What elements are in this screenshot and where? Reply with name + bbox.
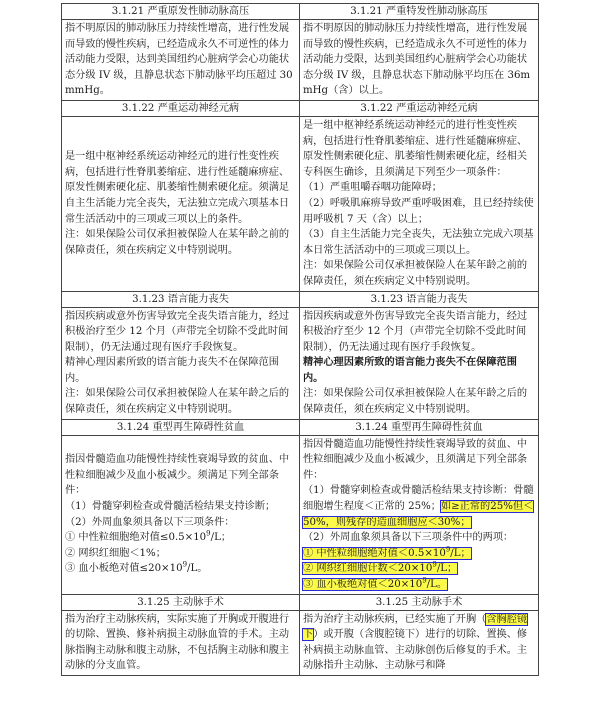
highlighted-text: ① 中性粒细胞绝对值$<0.5\times 10^9/L$； [303, 545, 471, 559]
comparison-table [61, 3, 539, 676]
sub-condition: ① 中性粒细胞绝对值$\le 0.5\times 10^9/L$； [65, 529, 232, 544]
highlighted-text: 含胸腔镜下 [303, 613, 528, 641]
highlighted-text: ③ 血小板绝对值$<20\times 10^9/L$。 [303, 576, 448, 590]
section-header-row [62, 594, 539, 610]
section-header-row [62, 100, 539, 116]
left-section-title: 3.1.25 主动脉手术 [62, 594, 300, 610]
section-body-row [62, 435, 539, 594]
section-body-row [62, 20, 539, 101]
right-definition: 指因疾病或意外伤害导致完全丧失语言能力，经过积极治疗至少 12 个月（声带完全切除不受此时间限制），仍无法通过现有医疗手段恢复。 精神心理因素所致的语言能力丧失不在保障范围内。 注：如果保险公司仅承担被保险人在某年龄之后的保障责任，须在疾病定义中特别说明。 [300, 307, 539, 419]
sub-condition [303, 561, 535, 577]
left-definition: 指为治疗主动脉疾病，实际实施了开胸或开腹进行的切除、置换、修补病损主动脉血管的手术。主动脉指胸主动脉和腹主动脉，不包括胸主动脉和腹主动脉的分支血管。 [62, 610, 300, 675]
left-section-title: 3.1.22 严重运动神经元病 [62, 100, 300, 116]
section-body-row [62, 116, 539, 291]
section-body-row [62, 307, 539, 419]
left-section-title: 3.1.23 语言能力丧失 [62, 291, 300, 307]
right-section-title: 3.1.24 重型再生障碍性贫血 [300, 419, 539, 435]
sub-condition: ② 网织红细胞＜1%； [65, 547, 166, 559]
highlighted-text: ② 网织红细胞计数$<20\times 10^9/L$； [303, 561, 458, 575]
left-definition: 指不明原因的肺动脉压力持续性增高，进行性发展而导致的慢性疾病，已经造成永久不可逆性的体力活动能力受限，达到美国纽约心脏病学会心功能状态分级 IV 级，且静息状态下肺动脉平均压超过 30mmHg。 [62, 20, 300, 101]
sub-condition [303, 577, 535, 593]
condition-item: （1）严重咀嚼吞咽功能障碍； [303, 182, 442, 194]
left-definition: 指因疾病或意外伤害导致完全丧失语言能力，经过积极治疗至少 12 个月（声带完全切除不受此时间限制），仍无法通过现有医疗手段恢复。 精神心理因素所致的语言能力丧失不在保障范围内。 注：如果保险公司仅承担被保险人在某年龄之后的保障责任，须在疾病定义中特别说明。 [62, 307, 300, 419]
condition-item: （2）外周血象须具备以下三项条件中的两项： [303, 532, 514, 544]
right-section-title: 3.1.25 主动脉手术 [300, 594, 539, 610]
right-definition: 指因骨髓造血功能慢性持续性衰竭导致的贫血、中性粒细胞减少及血小板减少，且须满足下列全部条件： （1）骨髓穿刺检查或骨髓活检结果支持诊断：骨髓细胞增生程度＜正常的 25%；如≥正常的25%但＜50%，则残存的造血细胞应＜30%； （2）外周血象须具备以下三项条件中的两项： ① 中性粒细胞绝对值$<0.5\times 10^9/L$； ② 网织红细胞计数$<20\times 10^9/L$； ③ 血小板绝对值$<20\times 10^9/L$。 [300, 435, 539, 594]
right-section-title: 3.1.23 语言能力丧失 [300, 291, 539, 307]
condition-item: （2）呼吸肌麻痹导致严重呼吸困难，且已经持续使用呼吸机 7 天（含）以上； [303, 197, 534, 225]
right-definition: 指不明原因的肺动脉压力持续性增高，进行性发展而导致的慢性疾病，已经造成永久不可逆性的体力活动能力受限，达到美国纽约心脏病学会心功能状态分级 IV 级，且静息状态下肺动脉平均压在 36mmHg（含）以上。 [300, 20, 539, 101]
section-body-row [62, 610, 539, 675]
condition-item: （2）外周血象须具备以下三项条件： [65, 516, 235, 528]
left-definition: 指因骨髓造血功能慢性持续性衰竭导致的贫血、中性粒细胞减少及血小板减少。须满足下列全部条件： （1）骨髓穿刺检查或骨髓活检结果支持诊断； （2）外周血象须具备以下三项条件： ① 中性粒细胞绝对值$\le 0.5\times 10^9/L$； ② 网织红细胞＜1%； ③ 血小板绝对值$\le 20\times 10^9/L$。 [62, 435, 300, 594]
sub-condition: ③ 血小板绝对值$\le 20\times 10^9/L$。 [65, 561, 208, 575]
condition-item: （3）自主生活能力完全丧失，无法独立完成六项基本日常生活活动中的三项或三项以上。 [303, 229, 534, 256]
left-section-title: 3.1.24 重型再生障碍性贫血 [62, 419, 300, 435]
right-section-title: 3.1.21 严重特发性肺动脉高压 [300, 4, 539, 20]
highlighted-text: 如≥正常的25%但＜50%，则残存的造血细胞应＜30%； [303, 501, 534, 528]
section-header-row [62, 4, 539, 20]
bold-exclusion: 精神心理因素所致的语言能力丧失不在保障范围内。 [303, 356, 517, 384]
left-definition: 是一组中枢神经系统运动神经元的进行性变性疾病，包括进行性脊肌萎缩症、进行性延髓麻痹症、原发性侧索硬化症、肌萎缩性侧索硬化症。须满足自主生活能力完全丧失，无法独立完成六项基本日常生活活动中的三项或三项以上的条件。 注：如果保险公司仅承担被保险人在某年龄之前的保障责任，须在疾病定义中特别说明。 [62, 116, 300, 291]
section-header-row [62, 419, 539, 435]
left-section-title: 3.1.21 严重原发性肺动脉高压 [62, 4, 300, 20]
condition-item: （1）骨髓穿刺检查或骨髓活检结果支持诊断：骨髓细胞增生程度＜正常的 25%；如≥正常的25%但＜50%，则残存的造血细胞应＜30%； [303, 485, 534, 528]
right-section-title: 3.1.22 严重运动神经元病 [300, 100, 539, 116]
section-header-row [62, 291, 539, 307]
sub-condition [303, 546, 535, 562]
condition-item: （1）骨髓穿刺检查或骨髓活检结果支持诊断； [65, 501, 276, 513]
right-definition: 是一组中枢神经系统运动神经元的进行性变性疾病，包括进行性脊肌萎缩症、进行性延髓麻痹症、原发性侧索硬化症、肌萎缩性侧索硬化症，经相关专科医生确诊，且须满足下列至少一项条件： （1）严重咀嚼吞咽功能障碍； （2）呼吸肌麻痹导致严重呼吸困难，且已经持续使用呼吸机 7 天（含）以上； （3）自主生活能力完全丧失，无法独立完成六项基本日常生活活动中的三项或三项以上。 注：如果保险公司仅承担被保险人在某年龄之前的保障责任，须在疾病定义中特别说明。 [300, 116, 539, 291]
right-definition: 指为治疗主动脉疾病，已经实施了开胸（含胸腔镜下）或开腹（含腹腔镜下）进行的切除、置换、修补病损主动脉血管、主动脉创伤后修复的手术。主动脉指升主动脉、主动脉弓和降 [300, 610, 539, 675]
